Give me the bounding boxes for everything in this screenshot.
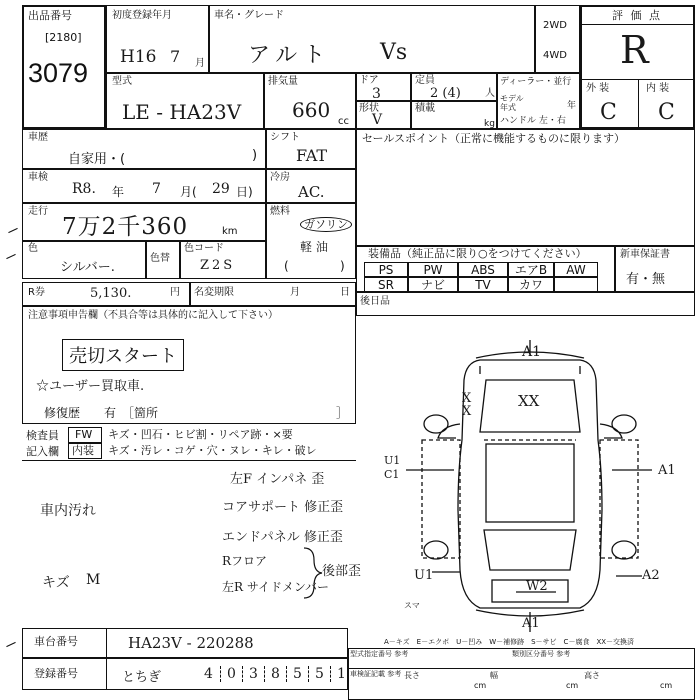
later-box bbox=[356, 292, 695, 316]
reg-cert-label: 車検証記載 参考 bbox=[350, 670, 402, 678]
reg-digit: 5 bbox=[286, 666, 302, 682]
diag-xx-center: XX bbox=[518, 392, 540, 410]
later-label: 後日品 bbox=[360, 296, 390, 307]
margin-mark-3 bbox=[6, 642, 15, 647]
diag-a1-top: A1 bbox=[522, 344, 542, 360]
name-change-day: 日 bbox=[340, 287, 350, 298]
equipment-item-1-3: カワ bbox=[508, 277, 554, 292]
equipment-label: 装備品（純正品に限り○をつけてください） bbox=[368, 247, 587, 260]
score-value: R bbox=[620, 28, 649, 72]
diag-a1-bottom: A1 bbox=[522, 616, 540, 631]
color-code-value: Z2S bbox=[200, 258, 236, 273]
diag-legend: A－キズ E－エクボ U－凹み W－補修跡 S－サビ C－腐食 XX－交換済 bbox=[384, 638, 635, 646]
color-code-label: 色コード bbox=[184, 243, 224, 254]
car-name: アルト bbox=[248, 43, 332, 68]
inspector-interior: 内装 bbox=[72, 444, 94, 457]
repair-close: ］ bbox=[336, 406, 349, 420]
diag-u1-left: U1 bbox=[414, 568, 434, 583]
hw-note-5: Rフロア bbox=[222, 554, 268, 568]
interior-label: 内 装 bbox=[646, 83, 670, 94]
repair-label: 修復歴 有 ［箇所 bbox=[44, 406, 159, 420]
chassis-label: 車台番号 bbox=[34, 635, 78, 648]
shape-label: 形状 bbox=[359, 103, 379, 114]
history-value: 自家用・( bbox=[68, 152, 126, 167]
mileage-value: 7万2千360 bbox=[62, 214, 189, 240]
cert-label: 型式指定番号 参考 bbox=[350, 650, 409, 658]
recycle-unit: 円 bbox=[170, 287, 180, 298]
shape-value: V bbox=[372, 112, 383, 128]
first-reg-month-unit: 月 bbox=[195, 58, 205, 69]
history-box bbox=[22, 129, 266, 169]
equipment-item-1-2: TV bbox=[458, 277, 508, 292]
reg-digit: 5 bbox=[308, 666, 324, 682]
color-change-label: 色替 bbox=[150, 253, 170, 264]
exterior-label: 外 装 bbox=[586, 83, 610, 94]
recycle-label: R券 bbox=[28, 287, 45, 298]
diag-a1-right: A1 bbox=[658, 463, 676, 478]
notes-stamp: 売切スタート bbox=[62, 339, 184, 371]
equipment-item-0-0: PS bbox=[364, 262, 408, 277]
diag-xx-left: X X bbox=[462, 391, 472, 419]
mileage-unit: km bbox=[222, 226, 238, 237]
inspection-prefix: R8. bbox=[72, 181, 96, 197]
score-divider-3 bbox=[638, 79, 639, 129]
equipment-item-0-4: AW bbox=[554, 262, 598, 277]
dealer-label: ディーラー・並行 bbox=[500, 77, 572, 87]
chassis-value: HA23V - 220288 bbox=[128, 634, 254, 652]
hw-note-8b: M bbox=[86, 572, 101, 588]
displacement-unit: cc bbox=[338, 116, 349, 127]
cat-label: 類別区分番号 参考 bbox=[512, 650, 571, 658]
mileage-label: 走行 bbox=[28, 206, 48, 217]
score-label: 評 価 点 bbox=[612, 9, 662, 22]
inspector-rule bbox=[22, 460, 356, 461]
width-label: 幅 bbox=[490, 671, 498, 680]
model-year-label: モデル年式 bbox=[500, 94, 524, 112]
reg-digit: 4 bbox=[204, 666, 213, 682]
diag-a2: A2 bbox=[642, 568, 660, 583]
reg-digit: 8 bbox=[264, 666, 280, 682]
model-value: LE - HA23V bbox=[122, 100, 242, 124]
warranty-value: 有・無 bbox=[626, 272, 666, 287]
fuel-gas-circle: ガソリン bbox=[300, 217, 352, 232]
reg-label: 登録番号 bbox=[34, 667, 78, 680]
history-label: 車歴 bbox=[28, 132, 48, 143]
name-label: 車名・グレード bbox=[214, 10, 284, 21]
inspection-year-unit: 年 bbox=[112, 185, 125, 199]
margin-mark-2 bbox=[6, 254, 15, 259]
diag-u1-c1: U1 C1 bbox=[384, 454, 401, 481]
displacement-value: 660 bbox=[292, 98, 331, 122]
hw-note-7: 後部歪 bbox=[322, 564, 362, 579]
lot-number: 3079 bbox=[28, 58, 89, 88]
recycle-amount: 5,130. bbox=[90, 286, 132, 301]
warranty-label: 新車保証書 bbox=[620, 249, 670, 260]
equipment-item-1-0: SR bbox=[364, 277, 408, 292]
inspector-row2: キズ・汚レ・コゲ・穴・ヌレ・キレ・破レ bbox=[108, 444, 317, 457]
capacity-label: 定員 bbox=[415, 75, 435, 86]
fuel-paren-close: ) bbox=[340, 259, 345, 273]
reg-digit: 0 bbox=[220, 666, 236, 682]
hw-brace bbox=[300, 546, 324, 600]
score-divider bbox=[580, 24, 695, 25]
lot-label: 出品番号 bbox=[28, 9, 72, 22]
fuel-label: 燃料 bbox=[270, 206, 290, 217]
lot-sub: [2180] bbox=[45, 31, 82, 44]
interior-grade: C bbox=[658, 100, 675, 125]
length-label: 長さ bbox=[404, 671, 420, 680]
inspection-day-unit: 日) bbox=[236, 185, 253, 199]
fuel-gas bbox=[300, 216, 352, 232]
equipment-item-0-1: PW bbox=[408, 262, 458, 277]
model-year-unit: 年 bbox=[567, 101, 577, 111]
hw-note-6: 左R サイドメンバー bbox=[222, 580, 330, 594]
ac-value: AC. bbox=[298, 183, 325, 201]
hw-note-3: コアサポート 修正歪 bbox=[222, 500, 344, 515]
equipment-item-0-3: エアB bbox=[508, 262, 554, 277]
inspection-label: 車検 bbox=[28, 172, 48, 183]
shift-label: シフト bbox=[270, 132, 300, 143]
color-label: 色 bbox=[28, 243, 38, 254]
handle-label: ハンドル 左・右 bbox=[500, 116, 566, 126]
capacity-value: 2 (4) bbox=[430, 86, 461, 101]
doors-label: ドア bbox=[359, 75, 379, 86]
sales-point-label: セールスポイント（正常に機能するものに限ります） bbox=[362, 132, 626, 145]
shift-value: FAT bbox=[296, 146, 328, 165]
drive-4wd: 4WD bbox=[543, 50, 567, 61]
height-unit: cm bbox=[660, 681, 673, 690]
exterior-grade: C bbox=[600, 100, 617, 125]
first-reg-label: 初度登録年月 bbox=[112, 10, 172, 21]
height-label: 高さ bbox=[584, 671, 600, 680]
fuel-paren: ( bbox=[284, 259, 289, 273]
inspection-day: 29 bbox=[212, 181, 230, 197]
diag-w2: W2 bbox=[526, 579, 548, 594]
name-change-month: 月 bbox=[290, 287, 300, 298]
load-unit: kg bbox=[484, 119, 495, 129]
ac-label: 冷房 bbox=[270, 172, 290, 183]
capacity-unit: 人 bbox=[485, 88, 495, 99]
reg-pref: とちぎ bbox=[122, 670, 162, 685]
inspection-month: 7 bbox=[152, 181, 161, 197]
car-diagram bbox=[380, 340, 690, 640]
margin-mark-1 bbox=[8, 228, 17, 233]
displacement-label: 排気量 bbox=[268, 76, 298, 87]
sales-point-box bbox=[356, 129, 695, 246]
hw-note-8: キズ bbox=[42, 575, 70, 591]
hw-note-2: 車内汚れ bbox=[40, 503, 96, 519]
hw-note-1: 左F インパネ 歪 bbox=[230, 472, 325, 487]
fuel-light-oil: 軽 油 bbox=[300, 240, 328, 254]
reg-digit: 1 bbox=[330, 666, 346, 682]
inspector-label2: 記入欄 bbox=[26, 445, 59, 458]
inspector-row1: キズ・凹石・ヒビ割・リペア跡・×要 bbox=[108, 428, 293, 441]
notes-line1: ☆ユーザー買取車. bbox=[36, 379, 145, 394]
diag-sumo: スマ bbox=[404, 601, 420, 610]
history-close: ) bbox=[252, 148, 258, 163]
grade: Vs bbox=[380, 40, 408, 65]
cert-row-rule bbox=[348, 668, 695, 669]
equipment-item-1-4 bbox=[554, 277, 598, 292]
inspection-month-unit: 月( bbox=[180, 185, 197, 199]
drive-box bbox=[535, 5, 580, 73]
inspector-label1: 検査員 bbox=[26, 429, 59, 442]
load-label: 積載 bbox=[415, 103, 435, 114]
first-reg-year: H16 bbox=[120, 47, 157, 67]
drive-2wd: 2WD bbox=[543, 20, 567, 31]
width-unit: cm bbox=[566, 681, 579, 690]
equipment-item-0-2: ABS bbox=[458, 262, 508, 277]
notes-label: 注意事項申告欄（不具合等は具体的に記入して下さい） bbox=[28, 310, 278, 321]
reg-digit: 3 bbox=[242, 666, 258, 682]
hw-note-4: エンドパネル 修正歪 bbox=[222, 530, 343, 545]
model-label: 型式 bbox=[112, 76, 132, 87]
length-unit: cm bbox=[474, 681, 487, 690]
name-change-label: 名変期限 bbox=[194, 287, 234, 298]
color-value: シルバー. bbox=[60, 260, 115, 275]
doors-value: 3 bbox=[372, 86, 381, 102]
first-reg-month: 7 bbox=[170, 47, 181, 66]
inspector-fw: FW bbox=[75, 428, 93, 441]
equipment-item-1-1: ナビ bbox=[408, 277, 458, 292]
